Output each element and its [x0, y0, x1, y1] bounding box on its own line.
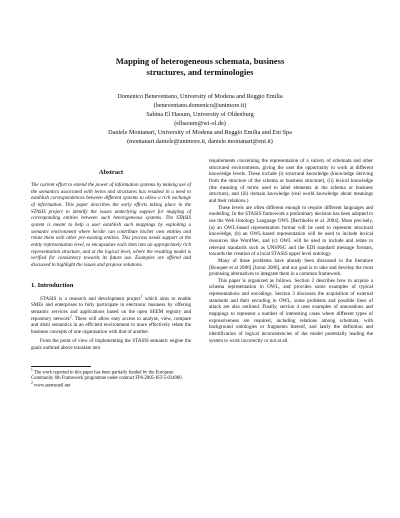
author-3: Daniele Montanari, University of Modena and Reggio Emilia and Eni Spa: [108, 128, 292, 136]
intro-paragraph-2: From the point of view of implementing the STASIS semantic engine the goals outlined above translate into: [31, 338, 191, 352]
footnote-ref-1: 1: [140, 293, 143, 298]
footnote-2-marker: 2: [31, 380, 33, 385]
introduction-heading: 1. Introduction: [31, 281, 74, 289]
abstract-heading: Abstract: [98, 169, 124, 176]
footnote-2: [31, 380, 191, 390]
footnote-1-marker: 1: [31, 367, 33, 372]
right-paragraph-2: These levels are often different enough to require different languages and modelling. In the STASIS framework a preliminary decision has been adopted to use the Web Ontology Language OWL [Bechhofer et al. 2004]. More precisely, (a) an OWL-based representation format will be used to represent structural knowledge, (b) an OWL-based representation will be used to include lexical resources like WordNet, and (c) OWL will be used to include and relate to relevant standards such as UNSPSC and the EDI standard message formats, towards the creation of a local STASIS upper level ontology.: [209, 204, 373, 258]
author-1: Domenico Beneventano, University of Modena and Reggio Emilia: [117, 93, 283, 100]
author-block: [0, 93, 400, 146]
right-paragraph-1: requirements concerning the representation of a variety of schemata and other structured environments, giving the user the opportunity to work at different knowledge levels. These include (i) structural knowledge (knowledge deriving from the structure of the schema or business structure), (ii) lexical knowledge (the meaning of terms used to label elements in the schema or business structure), and (iii) domain knowledge (real world knowledge about meanings and their relations.): [209, 158, 373, 204]
intro-p1-end: . These will allow easy access to analyse, view, compare and distil semantics in an efficient environment to more effectively relate the business concepts of one organisation with that of another.: [31, 315, 192, 335]
intro-p1-start: STASIS is a research and development project: [40, 295, 141, 302]
footnote-1-text: The work reported in this paper has been partially funded by the European Community 6th Framework programme under contract FP6-2005-IST-5-034980.: [31, 370, 183, 382]
right-paragraph-4: This paper is organized as follows. Section 2 describes how to acquire a schema representation in OWL, and provides some examples of typical representations and encodings. Section 3 discusses the acquisition of external standards and their encoding in OWL, some problems and possible lines of attack are also outlined. Finally, section 4 uses examples of annotations and mappings to represent a number of interesting cases where different types of expressiveness are required, including relations among schemata, with background ontologies or fragments thereof, and lastly the definition and identification of logical inconsistencies of the model potentially leading the system to work incorrectly or not at all.: [209, 277, 373, 344]
right-paragraph-3: Many of these problems have already been discussed in the literature [Bouquet et al 2006] [Jarrar 2006], and our goal is to take and develop the most promising alternatives to integrate them in a common framework.: [209, 257, 373, 278]
author-2-email: (elhaoum@wi-ol.de): [174, 119, 226, 127]
intro-p1-middle: which aims to enable SMEs and enterprises to fully participate in electronic business by offering semantic services and applications based on the open SEEM registry and repository network: [31, 295, 191, 322]
author-2: Sabina El Haoum, University of Oldenburg: [146, 110, 254, 118]
intro-paragraph-1: [31, 293, 192, 336]
left-column: [31, 158, 191, 389]
author-1-email: (beneventano.domenico@unimore.it): [153, 101, 247, 109]
title-line-1: Mapping of heterogeneous schemata, business: [115, 56, 285, 66]
footnote-1: [31, 367, 191, 383]
author-3-email: (montanari.daniele@unimore.it, daniele.montanari@eni.it): [127, 137, 273, 145]
title-line-2: structures, and terminologies: [146, 66, 254, 77]
abstract-text: The current effort to extend the power of information systems by making use of the semantics associated with terms and structures has resulted in a need to establish correspondences between different systems to allow a rich exchange of information. This paper describes the early efforts taking place in the STASIS project to identify the issues underlying support for mapping of corresponding entities between such heterogeneous systems. The STASIS system is meant to help a user establish such mappings by exploiting a semantic environment where he/she can contribute his/her own entities and relate them with other pre-existing entities. This process needs support at the entity representation level, to encapsulate each item into an appropriately rich representation structure, and at the logical level, where the resulting model is verified for consistency towards its future use. Examples are offered and discussed to highlight the issues and propose solutions.: [31, 182, 191, 268]
footnote-divider: [31, 366, 91, 367]
paper-title: [0, 56, 400, 77]
right-column: [209, 158, 373, 344]
footnote-ref-2: 2: [69, 313, 72, 318]
footnote-2-text: www.seemsoeil.net: [32, 383, 71, 389]
